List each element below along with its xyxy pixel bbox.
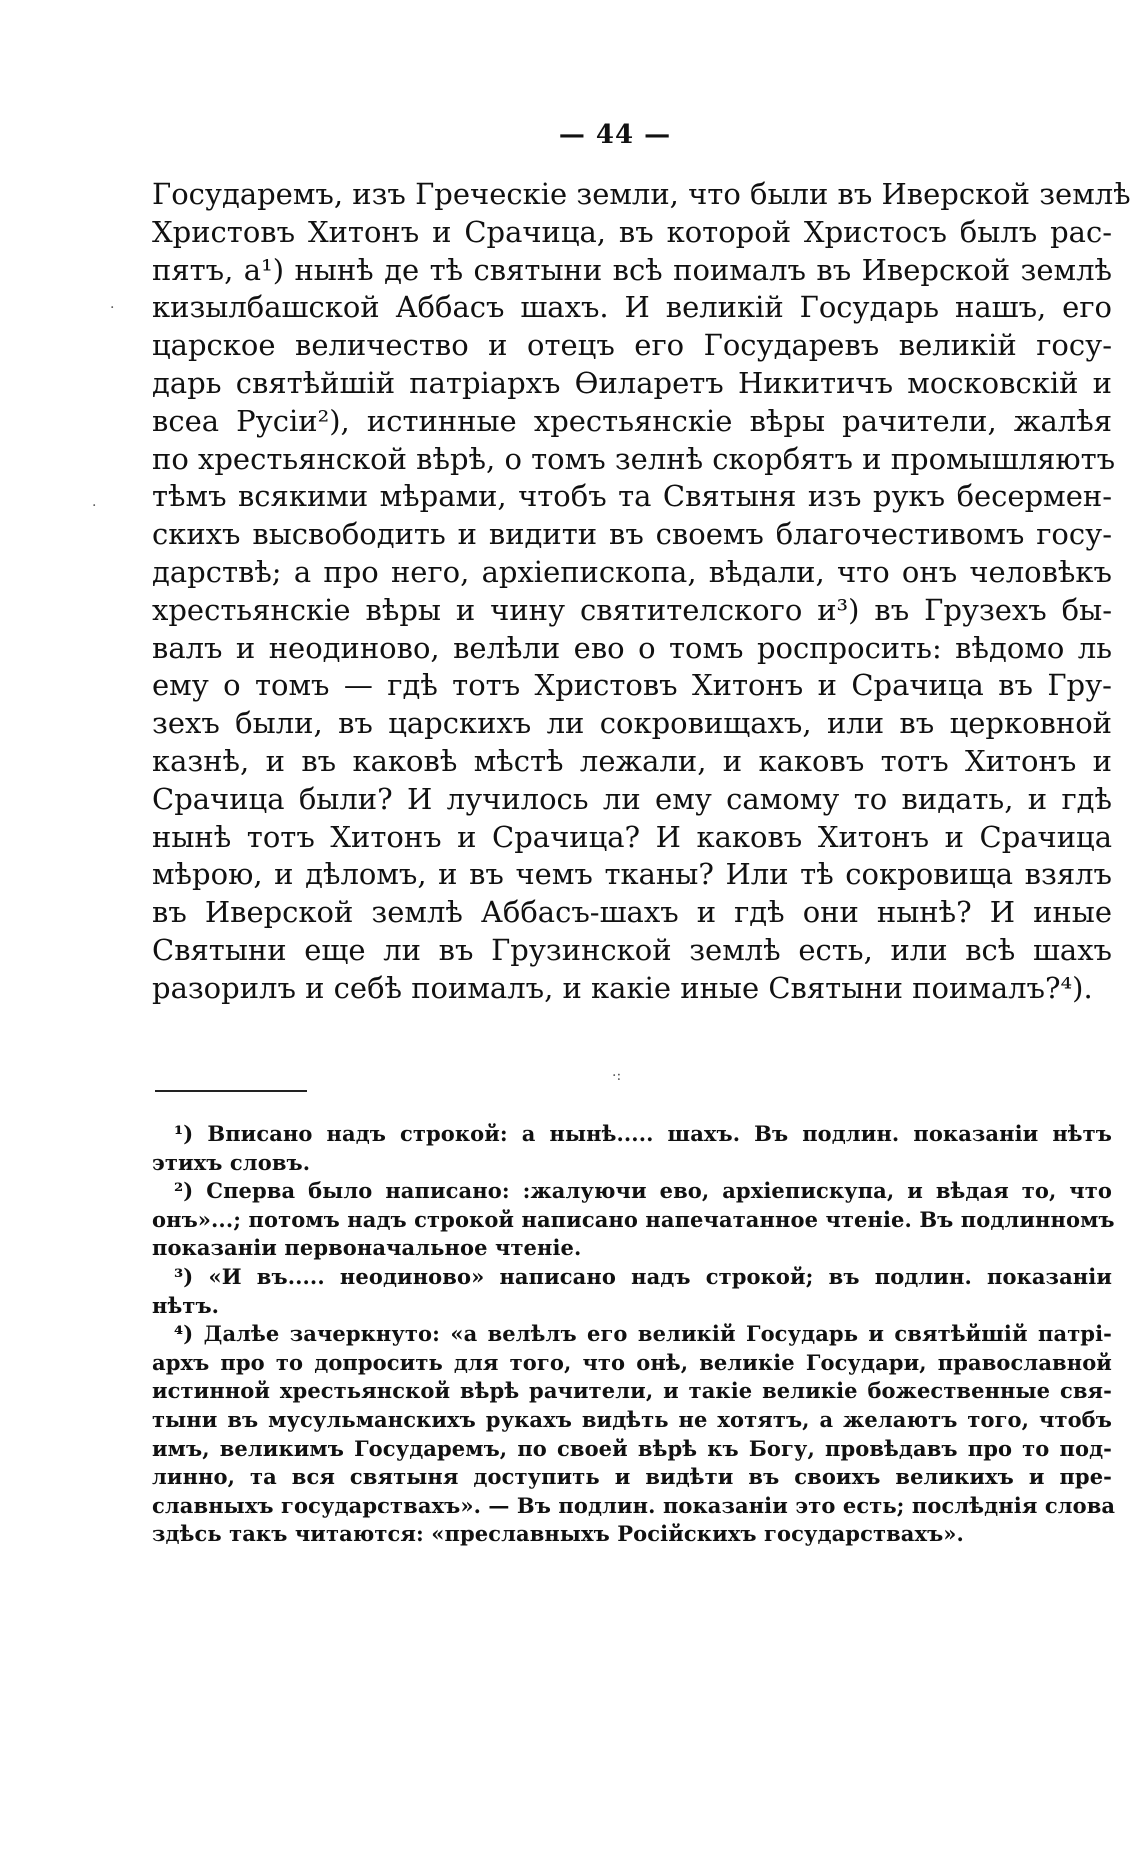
body-line: въ Иверской землѣ Аббасъ-шахъ и гдѣ они нынѣ? И иные	[152, 895, 1112, 930]
body-line: хрестьянскiе вѣры и чину святителского и³) въ Грузехъ бы-	[152, 592, 1112, 627]
footnote-line: истинной хрестьянской вѣрѣ рачители, и такiе великiе божественные свя-	[152, 1378, 1112, 1404]
body-line: пятъ, а¹) нынѣ де тѣ святыни всѣ поималъ въ Иверской землѣ	[152, 252, 1112, 287]
footnote-line: славныхъ государствахъ». — Въ подлин. показанiи это есть; послѣднiя слова	[152, 1492, 1116, 1518]
body-line: Государемъ, изъ Греческiе земли, что были въ Иверской землѣ	[152, 177, 1131, 211]
footnote-line: линно, та вся святыня доступить и видѣти въ своихъ великихъ и пре-	[152, 1464, 1112, 1490]
footnotes	[152, 1120, 1116, 1549]
body-line: по хрестьянской вѣрѣ, о томъ зелнѣ скорбятъ и промышляютъ	[152, 441, 1116, 476]
body-line: Срачица были? И лучилось ли ему самому то видать, и гдѣ	[152, 781, 1112, 816]
scan-speck: ·	[92, 498, 97, 514]
footnote-3	[152, 1263, 1112, 1320]
footnote-line: архъ про то допросить для того, что онѣ, великiе Государи, православной	[152, 1349, 1112, 1375]
scan-speck: ·:	[612, 1068, 622, 1084]
footnote-line: тыни въ мусульманскихъ рукахъ видѣть не хотятъ, а желаютъ того, чтобъ	[152, 1406, 1112, 1432]
body-line: тѣмъ всякими мѣрами, чтобъ та Святыня изъ рукъ бесермен-	[152, 479, 1112, 514]
footnote-line: онъ»...; потомъ надъ строкой написано напечатанное чтенiе. Въ подлинномъ	[152, 1206, 1115, 1232]
footnote-line: показанiи первоначальное чтенiе.	[152, 1235, 582, 1261]
footnote-line: ⁴) Далѣе зачеркнуто: «а велѣлъ его великiй Государь и святѣйшiй патрi-	[174, 1321, 1112, 1347]
page-number: — 44 —	[558, 120, 672, 150]
body-line: ему о томъ — гдѣ тотъ Христовъ Хитонъ и Срачица въ Гру-	[152, 668, 1112, 703]
footnote-line: имъ, великимъ Государемъ, по своей вѣрѣ къ Богу, провѣдавъ про то под-	[152, 1435, 1112, 1461]
body-line: казнѣ, и въ каковѣ мѣстѣ лежали, и каковъ тотъ Хитонъ и	[152, 743, 1112, 778]
body-line: Святыни еще ли въ Грузинской землѣ есть, или всѣ шахъ	[152, 932, 1112, 967]
body-line: зехъ были, въ царскихъ ли сокровищахъ, или въ церковной	[152, 706, 1112, 741]
body-line: валъ и неодиново, велѣли ево о томъ роспросить: вѣдомо ль	[152, 630, 1112, 665]
body-text	[152, 176, 1131, 1008]
body-line: дарствѣ; а про него, архiепископа, вѣдали, что онъ человѣкъ	[152, 554, 1112, 589]
footnote-1	[152, 1120, 1112, 1177]
footnote-line: ³) «И въ..... неодиново» написано надъ строкой; въ подлин. показанiи	[174, 1263, 1112, 1289]
scan-speck: ·	[110, 300, 115, 316]
body-line: дарь святѣйшiй патрiархъ Ѳиларетъ Никитичъ московскiй и	[152, 365, 1112, 400]
body-line: всеа Русiи²), истинные хрестьянскiе вѣры рачители, жалѣя	[152, 403, 1112, 438]
footnote-line: этихъ словъ.	[152, 1149, 311, 1175]
body-line: разорилъ и себѣ поималъ, и какiе иные Святыни поималъ?⁴).	[152, 970, 1093, 1005]
footnote-line: ²) Сперва было написано: :жалуючи ево, архiепискупа, и вѣдая то, что	[174, 1178, 1112, 1204]
body-line: нынѣ тотъ Хитонъ и Срачица? И каковъ Хитонъ и Срачица	[152, 819, 1112, 854]
footnote-4	[152, 1320, 1116, 1549]
body-line: мѣрою, и дѣломъ, и въ чемъ тканы? Или тѣ сокровища взялъ	[152, 857, 1112, 892]
footnote-line: здѣсь такъ читаются: «преславныхъ Росiйскихъ государствахъ».	[152, 1521, 964, 1547]
footnote-2	[152, 1177, 1115, 1263]
body-line: царское величество и отецъ его Государевъ великiй госу-	[152, 328, 1112, 363]
body-line: скихъ высвободить и видити въ своемъ благочестивомъ госу-	[152, 517, 1112, 552]
footnote-line: ¹) Вписано надъ строкой: а нынѣ..... шахъ. Въ подлин. показанiи нѣтъ	[174, 1121, 1112, 1146]
body-line: кизылбашской Аббасъ шахъ. И великiй Государь нашъ, его	[152, 290, 1112, 325]
body-line: Христовъ Хитонъ и Срачица, въ которой Христосъ былъ рас-	[152, 214, 1112, 249]
footnote-line: нѣтъ.	[152, 1292, 220, 1318]
footnote-divider	[155, 1090, 307, 1092]
